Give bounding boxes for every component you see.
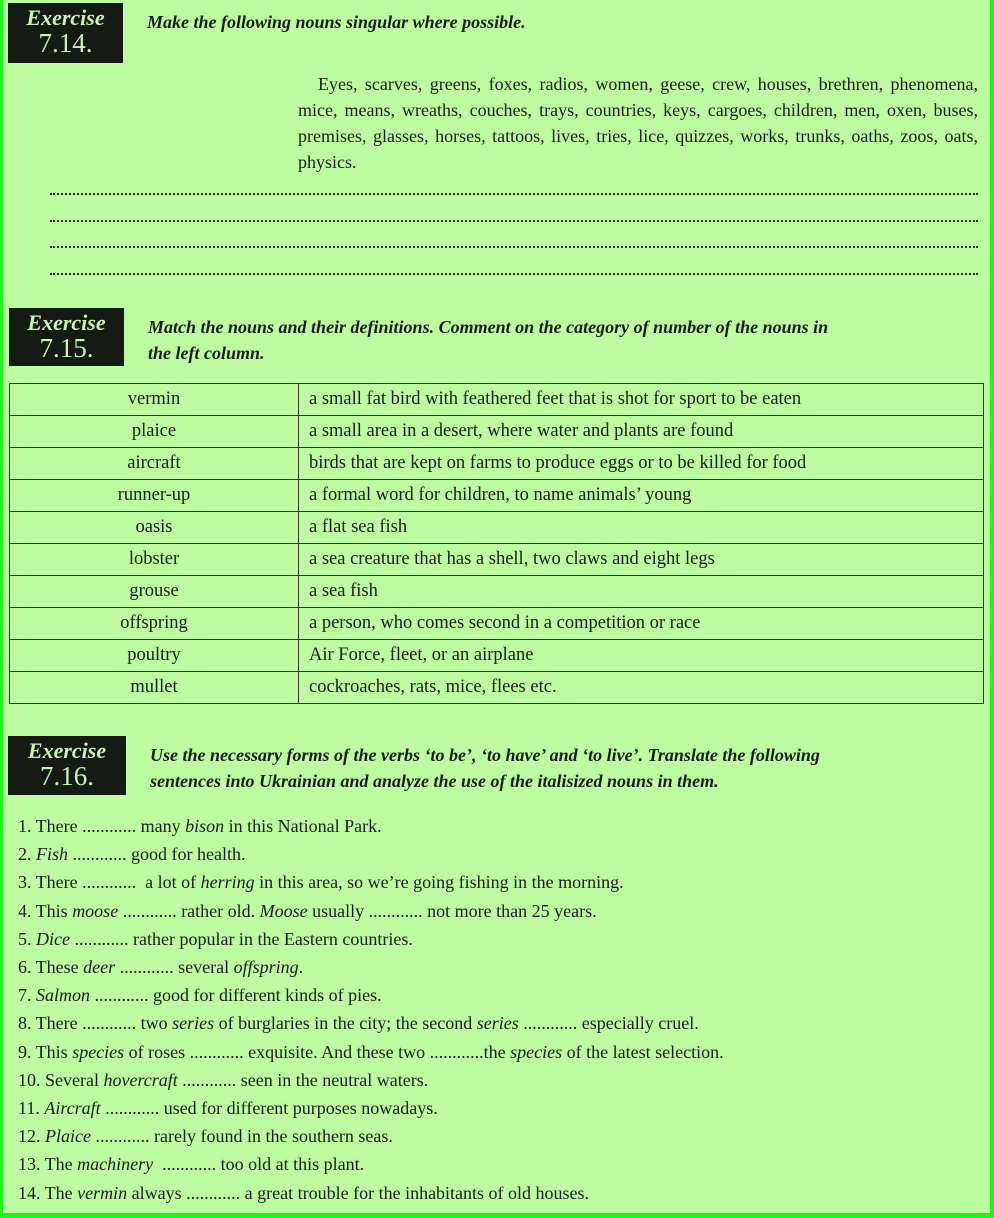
sentence-text: 10. Several (18, 1069, 104, 1090)
exercise-badge-number: 7.14. (38, 28, 93, 58)
noun-cell: offspring (10, 608, 299, 640)
exercise-7-16-instruction (150, 742, 820, 794)
sentence-item (18, 1009, 724, 1037)
answer-line[interactable] (50, 220, 978, 222)
table-row (10, 512, 984, 544)
exercise-badge-7-15 (9, 308, 124, 366)
table-row (10, 384, 984, 416)
italic-noun: Fish (36, 844, 69, 865)
sentence-item (18, 1038, 724, 1066)
sentence-item (18, 1150, 724, 1178)
noun-cell: mullet (10, 672, 299, 704)
sentence-text: 11. (18, 1098, 45, 1119)
exercise-badge-word: Exercise (27, 738, 107, 763)
sentence-text: ............ too old at this plant. (153, 1154, 365, 1175)
noun-cell: vermin (10, 384, 299, 416)
italic-noun: vermin (77, 1182, 128, 1203)
definition-cell: Air Force, fleet, or an airplane (299, 640, 984, 672)
definition-cell: cockroaches, rats, mice, flees etc. (299, 672, 984, 704)
table-row (10, 416, 984, 448)
exercise-7-15-instruction (148, 314, 828, 366)
sentence-text: 3. There ............ a lot of (18, 872, 201, 893)
sentence-text: 2. (18, 844, 36, 865)
exercise-badge-number: 7.15. (39, 333, 94, 363)
instruction-line: Use the necessary forms of the verbs ‘to be’, ‘to have’ and ‘to live’. Translate the following (150, 745, 820, 765)
italic-noun: machinery (77, 1154, 154, 1175)
exercise-7-14-instruction: Make the following nouns singular where possible. (147, 12, 526, 32)
instruction-line: Match the nouns and their definitions. Comment on the category of number of the nouns in (148, 317, 829, 337)
instruction-line: sentences into Ukrainian and analyze the use of the italisized nouns in them. (150, 771, 719, 791)
sentence-text: 13. The (18, 1154, 78, 1175)
italic-noun: herring (200, 872, 255, 893)
exercise-7-16-sentences (18, 812, 724, 1207)
definition-cell: a sea fish (299, 576, 984, 608)
sentence-text: ............ rarely found in the southern seas. (90, 1126, 393, 1147)
noun-cell: poultry (10, 640, 299, 672)
italic-noun: species (510, 1041, 563, 1062)
sentence-text: 9. This (18, 1041, 73, 1062)
instruction-line: the left column. (148, 343, 265, 363)
sentence-text: 6. These (18, 957, 84, 978)
definition-cell: a sea creature that has a shell, two claws and eight legs (299, 544, 984, 576)
italic-noun: hovercraft (103, 1069, 178, 1090)
sentence-text: 12. (18, 1126, 45, 1147)
definition-cell: a person, who comes second in a competition or race (299, 608, 984, 640)
table-row (10, 480, 984, 512)
sentence-item (18, 812, 724, 840)
italic-noun: moose (72, 900, 119, 921)
italic-noun: Aircraft (44, 1098, 101, 1119)
sentence-item (18, 840, 724, 868)
italic-noun: offspring (233, 957, 299, 978)
italic-noun: deer (83, 957, 116, 978)
definition-cell: a flat sea fish (299, 512, 984, 544)
sentence-text: ............ especially cruel. (518, 1013, 699, 1034)
sentence-item (18, 1122, 724, 1150)
definition-cell: a formal word for children, to name animals’ young (299, 480, 984, 512)
noun-cell: aircraft (10, 448, 299, 480)
sentence-text: ............ used for different purposes nowadays. (100, 1098, 438, 1119)
sentence-text: 14. The (18, 1182, 78, 1203)
exercise-badge-word: Exercise (26, 5, 105, 30)
noun-cell: oasis (10, 512, 299, 544)
sentence-text: 1. There ............ many (18, 816, 186, 836)
table-row (10, 608, 984, 640)
sentence-text: ............ rather popular in the Eastern countries. (69, 928, 413, 949)
sentence-text: 8. There ............ two (18, 1013, 173, 1034)
sentence-text: 5. (18, 928, 36, 949)
answer-line[interactable] (50, 246, 978, 248)
definition-cell: a small area in a desert, where water and plants are found (299, 416, 984, 448)
sentence-text: 7. (18, 985, 36, 1006)
sentence-text: always ............ a great trouble for the inhabitants of old houses. (127, 1182, 590, 1203)
sentence-item (18, 981, 724, 1009)
definition-cell: birds that are kept on farms to produce eggs or to be killed for food (299, 448, 984, 480)
exercise-badge-number: 7.16. (40, 761, 94, 791)
italic-noun: series (476, 1013, 519, 1034)
sentence-text: ............ rather old. (118, 900, 260, 921)
noun-cell: grouse (10, 576, 299, 608)
italic-noun: series (172, 1013, 215, 1034)
italic-noun: Plaice (45, 1126, 91, 1147)
sentence-text: of roses ............ exquisite. And these two ............the (124, 1041, 511, 1062)
sentence-text: . (298, 957, 304, 978)
sentence-text: 4. This (18, 900, 73, 921)
exercise-badge-7-14 (8, 3, 123, 63)
table-row (10, 544, 984, 576)
sentence-item (18, 953, 724, 981)
table-row (10, 672, 984, 704)
italic-noun: Salmon (36, 985, 90, 1006)
sentence-item (18, 925, 724, 953)
definition-cell: a small fat bird with feathered feet that is shot for sport to be eaten (299, 384, 984, 416)
sentence-item (18, 1066, 724, 1094)
exercise-badge-word: Exercise (27, 310, 106, 335)
sentence-text: usually ............ not more than 25 years. (307, 900, 597, 921)
sentence-text: of the latest selection. (562, 1041, 724, 1062)
noun-cell: lobster (10, 544, 299, 576)
table-row (10, 640, 984, 672)
noun-cell: plaice (10, 416, 299, 448)
italic-noun: Moose (259, 900, 308, 921)
italic-noun: Dice (36, 928, 70, 949)
answer-line[interactable] (50, 193, 978, 195)
sentence-text: of burglaries in the city; the second (214, 1013, 477, 1034)
sentence-item (18, 897, 724, 925)
sentence-item (18, 868, 724, 896)
italic-noun: species (72, 1041, 125, 1062)
exercise-7-14-noun-list: Eyes, scarves, greens, foxes, radios, women, geese, crew, houses, brethren, phenomena, mice, means, wreaths, couches, trays, countries, keys, cargoes, children, men, oxen, buses, premises, glasses, horses, tattoos, lives, tries, lice, quizzes, works, trunks, oaths, zoos, oats, physics. (298, 74, 978, 172)
sentence-text: ............ good for health. (68, 844, 246, 865)
sentence-text: ............ several (115, 957, 234, 978)
table-row (10, 448, 984, 480)
noun-definition-table (9, 383, 984, 704)
sentence-text: in this National Park. (224, 816, 382, 836)
sentence-text: ............ seen in the neutral waters. (177, 1069, 429, 1090)
italic-noun: bison (185, 816, 225, 836)
sentence-item (18, 1179, 724, 1207)
sentence-text: in this area, so we’re going fishing in the morning. (254, 872, 624, 893)
exercise-badge-7-16 (8, 736, 126, 795)
table-row (10, 576, 984, 608)
sentence-item (18, 1094, 724, 1122)
answer-line[interactable] (50, 273, 978, 275)
noun-cell: runner-up (10, 480, 299, 512)
sentence-text: ............ good for different kinds of pies. (90, 985, 382, 1006)
